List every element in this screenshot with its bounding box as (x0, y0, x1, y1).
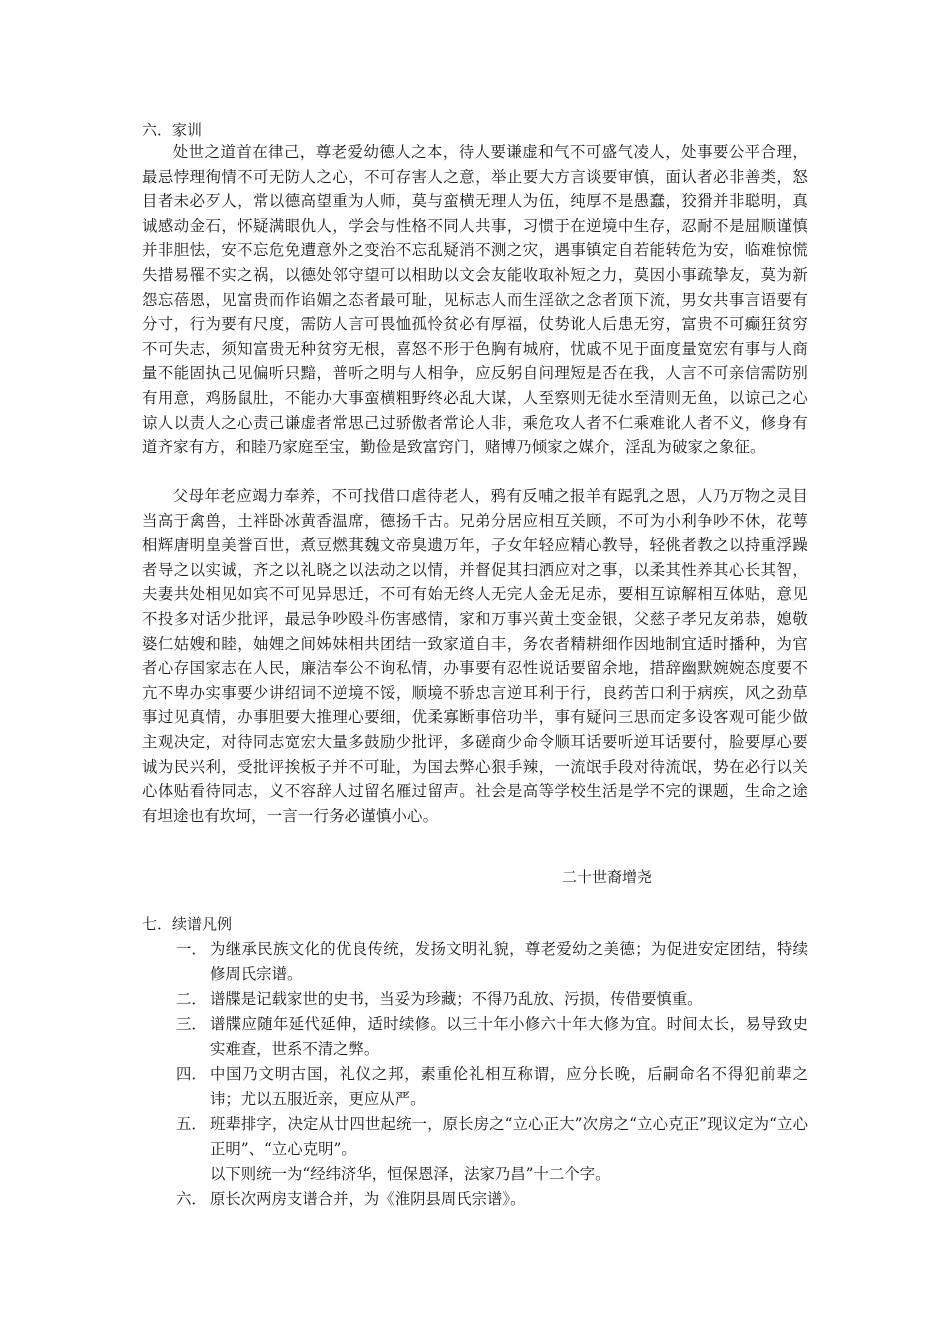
rule-item (176, 1187, 808, 1212)
rule-number: 三． (176, 1015, 207, 1033)
rule-number: 五． (176, 1115, 207, 1133)
rule-item (176, 1112, 808, 1187)
rule-text: 原长次两房支谱合并，为《淮阴县周氏宗谱》。 (210, 1190, 526, 1208)
rule-item (176, 937, 808, 987)
precepts-paragraph-1: 处世之道首在律己，尊老爱幼德人之本，待人要谦虚和气不可盛气凌人，处事要公平合理，最忌悖理徇情不可无防人之心，不可存害人之意，举止要大方言谈要审慎，面认者必非善类，怒目者未必歹人，常以德高望重为人师，莫与蛮横无理人为伍，纯厚不是愚蠢，狡猾并非聪明，真诚感动金石，怀疑满眼仇人，学会与性格不同人共事，习惯于在逆境中生存，忍耐不是屈顺谨慎并非胆怯，安不忘危免遭意外之变治不忘乱疑消不测之灾，遇事镇定自若能转危为安，临难惊慌失措易罹不实之祸，以德处邻守望可以相助以文会友能收取补短之力，莫因小事疏挚友，莫为新怨忘蓓恩，见富贵而作谄媚之态者最可耻，见标志人而生淫欲之念者顶下流，男女共事言语要有分寸，行为要有尺度，需防人言可畏恤孤怜贫必有厚福，仗势讹人后患无穷，富贵不可癫狂贫穷不可失志，须知富贵无种贫穷无根，喜怒不形于色胸有城府，忧戚不见于面度量宽宏有事与人商量不能固执己见偏听只黯，普听之明与人相争，应反躬自问理短是否在我，人言不可亲信需防别有用意，鸡肠鼠肚，不能办大事蛮横粗野终必乱大谋，人至察则无徒水至清则无鱼，以谅己之心谅人以责人之心责己谦虚者常思己过骄傲者常论人非，乘危攻人者不仁乘难讹人者不义，修身有道齐家有方，和睦乃家庭至宝，勤俭是致富窍门，赌博乃倾家之媒介，淫乱为破家之象征。 (142, 143, 808, 457)
rule-subtext: 以下则统一为“经纬济华，恒保恩泽，法家乃昌”十二个字。 (210, 1165, 611, 1183)
rule-text: 谱牒应随年延代延伸，适时续修。以三十年小修六十年大修为宜。时间太长，易导致史实难查，世系不清之弊。 (210, 1015, 808, 1058)
rule-number: 一． (176, 940, 207, 958)
section-heading-family-precepts: 六．家训 (142, 121, 203, 139)
rule-text: 中国乃文明古国，礼仪之邦，素重伦礼相互称谓，应分长晚，后嗣命名不得犯前辈之讳；尤以五服近亲，更应从严。 (210, 1065, 808, 1108)
rule-number: 六． (176, 1190, 207, 1208)
rule-item (176, 1062, 808, 1112)
rule-text: 为继承民族文化的优良传统，发扬文明礼貌，尊老爱幼之美德；为促进安定团结，特续修周氏宗谱。 (210, 940, 808, 983)
rule-number: 四． (176, 1065, 207, 1083)
author-signature: 二十世裔增尧 (562, 868, 653, 886)
rule-number: 二． (176, 990, 207, 1008)
rule-text: 班辈排字，决定从廿四世起统一，原长房之“立心正大”次房之“立心克正”现议定为“立心正明”、“立心克明”。 (210, 1115, 808, 1158)
precepts-paragraph-2: 父母年老应竭力奉养，不可找借口虐待老人，鸦有反哺之报羊有跽乳之恩，人乃万物之灵目当高于禽兽，土袢卧冰黄香温席，德扬千古。兄弟分居应相互关顾，不可为小利争吵不休，花萼相辉唐明皇美誉百世，煮豆燃萁魏文帝臭遗万年，子女年轻应精心教导，轻佻者教之以持重浮躁者导之以实诚，齐之以礼晓之以法动之以情，并督促其扫洒应对之事，以柔其性养其心长其智，夫妻共处相见如宾不可见异思迁，不可有始无终人无完人金无足赤，要相互谅解相互体贴，意见不投多对话少批评，最忌争吵殴斗伤害感情，家和万事兴黄土变金银，父慈子孝兄友弟恭，媳敬婆仁姑嫂和睦，妯娌之间姊妹相共团结一致家道自丰，务农者精耕细作因地制宜适时播种，为官者心存国家志在人民，廉洁奉公不询私情，办事要有忍性说话要留余地，措辞幽默婉婉态度要不亢不卑办实事要少讲绍词不逆境不馁，顺境不骄忠言逆耳利于行，良药苦口利于病疾，风之劲草事过见真情，办事胆要大推理心要细，优柔寡断事倍功半，事有疑问三思而定多设客观可能少做主观决定，对待同志宽宏大量多鼓励少批评，多磋商少命令顺耳话要听逆耳话要付，脸要厚心要诚为民兴利，受批评挨板子并不可耻，为国去弊心狠手辣，一流氓手段对待流氓，势在必行以关心体贴看待同志，义不容辞人过留名雁过留声。社会是高等学校生活是学不完的课题，生命之途有坦途也有坎坷，一言一行务必谨慎小心。 (142, 487, 808, 825)
rule-item (176, 1012, 808, 1062)
section-heading-continuation-rules: 七．续谱凡例 (142, 915, 233, 933)
rule-text: 谱牒是记载家世的史书，当妥为珍藏；不得乃乱放、污损，传借要慎重。 (210, 990, 703, 1008)
rule-item (176, 987, 808, 1012)
